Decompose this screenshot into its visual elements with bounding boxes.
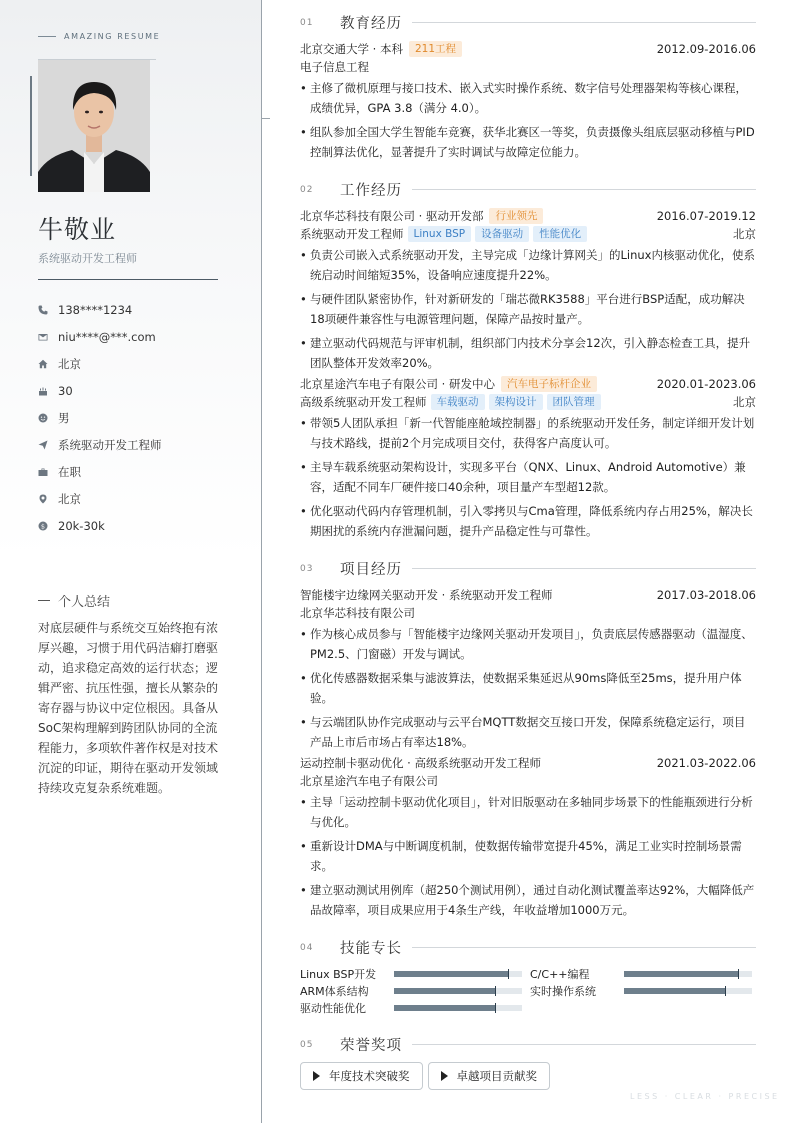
section-title: 工作经历: [340, 183, 402, 199]
job-bullet: • 带领5人团队承担「新一代智能座舱域控制器」的系统驱动开发任务，制定详细开发计划与技术路线，提前2个月完成项目交付，获得客户高度认可。: [300, 413, 756, 453]
skill-item: [530, 966, 752, 982]
skill-tag: 车载驱动: [431, 394, 485, 410]
job-position: 系统驱动开发工程师: [300, 227, 404, 241]
skill-tag: 架构设计: [489, 394, 543, 410]
profile-photo: [38, 60, 150, 192]
project-date: 2021.03-2022.06: [656, 756, 756, 770]
work-item: [300, 375, 756, 541]
skill-bar: [394, 988, 522, 994]
info-salary: [38, 512, 162, 539]
section-title: 技能专长: [340, 941, 402, 957]
education-item: [300, 40, 756, 162]
send-icon: [38, 440, 58, 450]
skill-name: 实时操作系统: [530, 985, 596, 998]
age-text: 30: [58, 383, 73, 398]
phone-text: 138****1234: [58, 302, 133, 317]
job-city: 北京: [733, 395, 756, 409]
sidebar-divider: [38, 279, 218, 280]
skill-bar-fill: [394, 1005, 496, 1011]
skill-bar: [624, 988, 752, 994]
section-title: 荣誉奖项: [340, 1038, 402, 1054]
award-badge: [300, 1062, 423, 1090]
section-rule: [412, 189, 756, 190]
section-title: 教育经历: [340, 16, 402, 32]
info-job-intent: [38, 431, 162, 458]
gender-text: 男: [58, 410, 70, 425]
skill-bar-fill: [624, 971, 739, 977]
photo-accent-bar: [30, 76, 32, 176]
award-name: 年度技术突破奖: [329, 1069, 410, 1083]
section-number: 05: [300, 1039, 314, 1050]
education-date: 2012.09-2016.06: [656, 42, 756, 56]
footer-tagline: LESS · CLEAR · PRECISE: [630, 1092, 780, 1101]
project-bullet: • 与云端团队协作完成驱动与云平台MQTT数据交互接口开发，保障系统稳定运行，项目产品上市后市场占有率达18%。: [300, 712, 756, 752]
job-bullet: • 优化驱动代码内存管理机制，引入零拷贝与Cma管理，降低系统内存占用25%，解决长期困扰的系统内存泄漏问题，提升产品稳定性与可靠性。: [300, 501, 756, 541]
job-date: 2020.01-2023.06: [656, 377, 756, 391]
job-intent-text: 系统驱动开发工程师: [58, 437, 162, 452]
section-number: 03: [300, 563, 314, 574]
project-bullet: • 重新设计DMA与中断调度机制，使数据传输带宽提升45%，满足工业实时控制场景需求。: [300, 836, 756, 876]
skill-bar: [394, 1005, 522, 1011]
play-icon: [313, 1071, 320, 1081]
skill-bar-fill: [394, 971, 509, 977]
project-bullet: • 作为核心成员参与「智能楼宇边缘网关驱动开发项目」，负责底层传感器驱动（温湿度、PM2.5、门窗磁）开发与调试。: [300, 624, 756, 664]
skill-item: [300, 1000, 522, 1016]
summary-heading: [38, 591, 110, 610]
project-name: 运动控制卡驱动优化 · 高级系统驱动开发工程师: [300, 756, 541, 770]
candidate-role: 系统驱动开发工程师: [38, 252, 137, 265]
sidebar-hook: [262, 118, 270, 125]
project-item: [300, 586, 756, 752]
job-position: 高级系统驱动开发工程师: [300, 395, 427, 409]
company-name: 北京星途汽车电子有限公司 · 研发中心: [300, 377, 495, 391]
project-company: 北京星途汽车电子有限公司: [300, 774, 438, 788]
contact-info: [38, 296, 162, 539]
skill-bar-fill: [394, 988, 496, 994]
skill-tag: Linux BSP: [408, 226, 472, 242]
project-name: 智能楼宇边缘网关驱动开发 · 系统驱动开发工程师: [300, 588, 553, 602]
section-title: 项目经历: [340, 562, 402, 578]
section-rule: [412, 22, 756, 23]
skill-item: [300, 983, 522, 999]
location-icon: [38, 494, 58, 504]
section-skills-header: [300, 937, 756, 958]
skill-bar-fill: [624, 988, 726, 994]
section-rule: [412, 568, 756, 569]
sidebar: [0, 0, 262, 1123]
skill-name: 驱动性能优化: [300, 1002, 366, 1015]
job-city: 北京: [733, 227, 756, 241]
section-work-header: [300, 179, 756, 200]
section-number: 02: [300, 184, 314, 195]
major: 电子信息工程: [300, 60, 369, 74]
home-icon: [38, 359, 58, 369]
job-bullet: • 主导车载系统驱动架构设计，实现多平台（QNX、Linux、Android Automotive）兼容，适配不同车厂硬件接口40余种，项目量产车型超12款。: [300, 457, 756, 497]
skill-tag: 团队管理: [547, 394, 601, 410]
cake-icon: [38, 386, 58, 396]
info-gender: [38, 404, 162, 431]
gender-icon: [38, 413, 58, 423]
status-text: 在职: [58, 464, 81, 479]
phone-icon: [38, 305, 58, 315]
company-name: 北京华芯科技有限公司 · 驱动开发部: [300, 209, 484, 223]
job-bullet: • 与硬件团队紧密协作，针对新研发的「瑞芯微RK3588」平台进行BSP适配，成功解决18项硬件兼容性与电源管理问题，保障产品按时量产。: [300, 289, 756, 329]
money-icon: [38, 521, 58, 531]
award-name: 卓越项目贡献奖: [456, 1069, 537, 1083]
project-item: [300, 754, 756, 920]
section-projects-header: [300, 558, 756, 579]
summary-title-text: 个人总结: [58, 595, 111, 610]
project-bullet: • 主导「运动控制卡驱动优化项目」，针对旧版驱动在多轴同步场景下的性能瓶颈进行分析与优化。: [300, 792, 756, 832]
job-date: 2016.07-2019.12: [656, 209, 756, 223]
brand-text: AMAZING RESUME: [64, 32, 161, 41]
company-tag: 汽车电子标杆企业: [501, 376, 597, 392]
info-status: [38, 458, 162, 485]
info-phone: [38, 296, 162, 323]
salary-text: 20k-30k: [58, 518, 105, 533]
section-number: 04: [300, 942, 314, 953]
education-bullet: • 主修了微机原理与接口技术、嵌入式实时操作系统、数字信号处理器架构等核心课程，成绩优异，GPA 3.8（满分 4.0）。: [300, 78, 756, 118]
candidate-name: 牛敬业: [38, 215, 117, 244]
skill-tag: 性能优化: [533, 226, 587, 242]
info-email: [38, 323, 162, 350]
mail-icon: [38, 332, 58, 342]
section-number: 01: [300, 17, 314, 28]
info-age: [38, 377, 162, 404]
skill-name: Linux BSP开发: [300, 968, 377, 981]
summary-text: 对底层硬件与系统交互始终抱有浓厚兴趣，习惯于用代码洁癖打磨驱动，追求稳定高效的运行状态；逻辑严密、抗压性强，擅长从繁杂的寄存器与协议中定位根因。具备从SoC架构理解到跨团队协同的全流程能力，多项软件著作权是对技术沉淀的印证，期待在驱动开发领域持续攻克复杂系统难题。: [38, 621, 219, 795]
company-tag: 行业领先: [489, 208, 543, 224]
section-rule: [412, 1044, 756, 1045]
project-bullet: • 优化传感器数据采集与滤波算法，使数据采集延迟从90ms降低至25ms，提升用户体验。: [300, 668, 756, 708]
skill-name: ARM体系结构: [300, 985, 369, 998]
skill-tag: 设备驱动: [475, 226, 529, 242]
briefcase-icon: [38, 467, 58, 477]
school-name: 北京交通大学 · 本科: [300, 42, 403, 56]
section-rule: [412, 947, 756, 948]
award-badge: [428, 1062, 551, 1090]
section-awards-header: [300, 1034, 756, 1055]
awards-list: [300, 1062, 555, 1090]
skill-item: [530, 983, 752, 999]
info-location: [38, 485, 162, 512]
location-text: 北京: [58, 491, 81, 506]
email-text: niu****@***.com: [58, 329, 156, 344]
section-education-header: [300, 12, 756, 33]
svg-text:$: $: [40, 521, 46, 530]
skill-bar: [394, 971, 522, 977]
job-bullet: • 负责公司嵌入式系统驱动开发，主导完成「边缘计算网关」的Linux内核驱动优化，使系统启动时间缩短35%，设备响应速度提升22%。: [300, 245, 756, 285]
play-icon: [441, 1071, 448, 1081]
work-item: [300, 207, 756, 373]
project-company: 北京华芯科技有限公司: [300, 606, 415, 620]
school-tag: 211工程: [409, 41, 462, 57]
project-bullet: • 建立驱动测试用例库（超250个测试用例），通过自动化测试覆盖率达92%，大幅降低产品故障率，项目成果应用于4条生产线，年收益增加1000万元。: [300, 880, 756, 920]
job-bullet: • 建立驱动代码规范与评审机制，组织部门内技术分享会12次，引入静态检查工具，提升团队整体开发效率20%。: [300, 333, 756, 373]
skill-bar: [624, 971, 752, 977]
brand-label: [38, 32, 160, 41]
education-bullet: • 组队参加全国大学生智能车竞赛，获华北赛区一等奖，负责摄像头组底层驱动移植与PID 控制算法优化，显著提升了实时调试与故障定位能力。: [300, 122, 756, 162]
skill-name: C/C++编程: [530, 968, 590, 981]
skill-item: [300, 966, 522, 982]
project-date: 2017.03-2018.06: [656, 588, 756, 602]
home-text: 北京: [58, 356, 81, 371]
info-home: [38, 350, 162, 377]
